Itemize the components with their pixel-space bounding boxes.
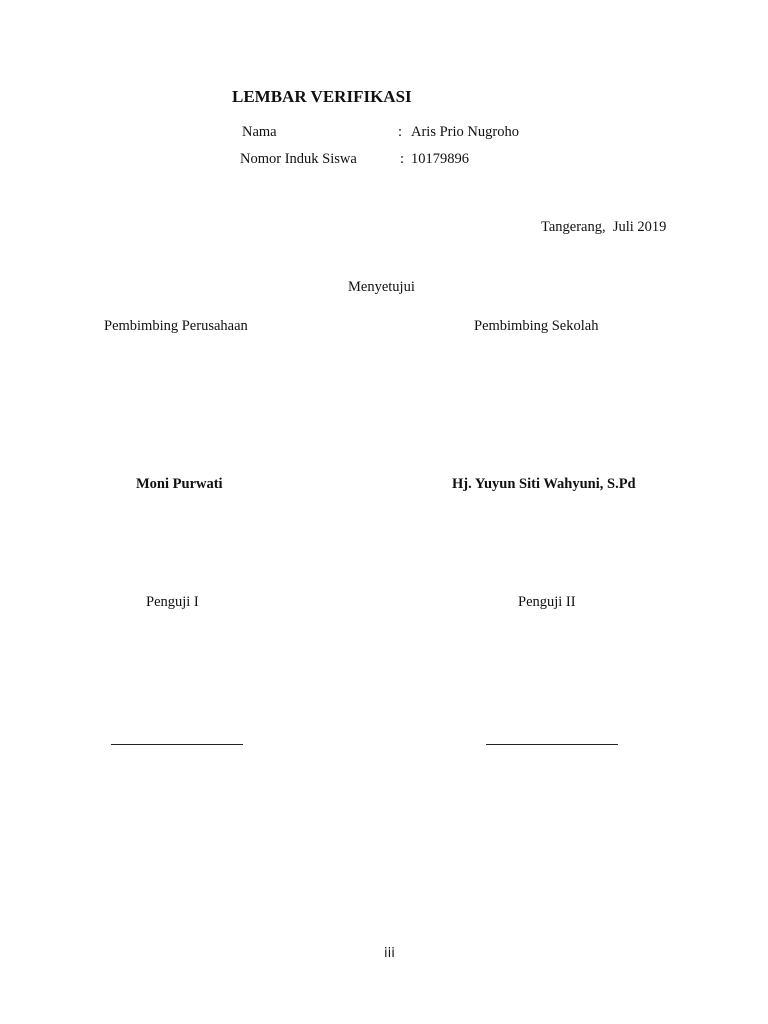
field-separator-student-number: : bbox=[400, 151, 405, 167]
page-number: iii bbox=[384, 946, 395, 961]
examiner-1-signature-line bbox=[111, 744, 243, 745]
school-supervisor-role: Pembimbing Sekolah bbox=[474, 318, 599, 334]
company-supervisor-name: Moni Purwati bbox=[136, 476, 223, 492]
examiner-2-role: Penguji II bbox=[518, 594, 576, 610]
examiner-2-signature-line bbox=[486, 744, 618, 745]
field-value-student-number: 10179896 bbox=[411, 151, 469, 167]
field-separator-name: : bbox=[398, 124, 403, 140]
field-label-student-number: Nomor Induk Siswa bbox=[240, 151, 357, 167]
field-label-name: Nama bbox=[242, 124, 277, 140]
school-supervisor-name: Hj. Yuyun Siti Wahyuni, S.Pd bbox=[452, 476, 636, 492]
approval-label: Menyetujui bbox=[348, 279, 415, 295]
place-date: Tangerang, Juli 2019 bbox=[541, 219, 667, 235]
company-supervisor-role: Pembimbing Perusahaan bbox=[104, 318, 248, 334]
field-value-name: Aris Prio Nugroho bbox=[411, 124, 519, 140]
document-title: LEMBAR VERIFIKASI bbox=[232, 87, 412, 106]
examiner-1-role: Penguji I bbox=[146, 594, 199, 610]
